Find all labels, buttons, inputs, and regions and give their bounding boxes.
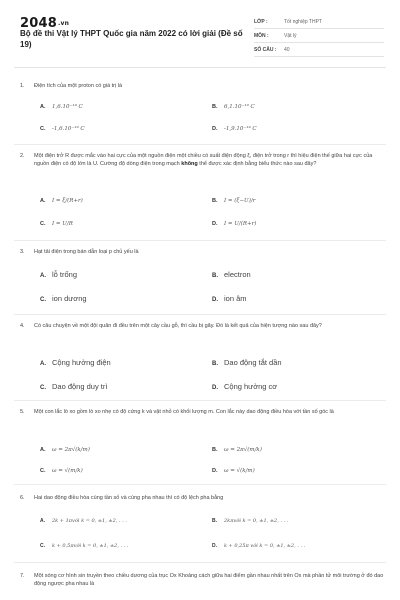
question-number: 4. [20,323,25,329]
question-number: 5. [20,409,25,415]
question-3 [20,248,386,256]
option-c[interactable]: C. I = U/R [40,221,73,227]
meta-subject-label: MÔN : [254,33,269,39]
option-b[interactable]: B. I = (ξ−U)/r [212,198,256,204]
question-text: 1. Điện tích của một proton có giá trị là [20,83,123,89]
meta-count-value: 40 [284,47,290,53]
question-text: 3. Hạt tải điện trong bán dẫn loại p chủ yếu là [20,249,139,255]
question-divider [14,314,386,315]
option-a[interactable]: A. 1,6.10⁻¹⁹ C [40,104,83,110]
question-text: 6. Hai dao động điều hòa cùng tần số và cùng pha nhau thì có độ lệch pha bằng [20,495,224,501]
option-c[interactable]: C. -1,6.10⁻¹⁹ C [40,126,85,132]
question-divider [14,484,386,485]
meta-class-value: Tốt nghiệp THPT [284,19,322,25]
option-c[interactable]: C. k + 0,5πvới k = 0, ±1, ±2, . . . [40,543,129,549]
option-c[interactable]: C. ion dương [40,294,87,303]
meta-subject [254,29,384,43]
option-c[interactable]: C. ω = √(m/k) [40,468,83,474]
option-d[interactable]: D. -1,9.10⁻¹⁹ C [212,126,257,132]
option-a[interactable]: A. Cộng hưởng điện [40,358,111,367]
question-number: 2. [20,153,25,159]
option-b[interactable]: B. 2kπvới k = 0, ±1, ±2, . . . [212,518,289,524]
question-divider [14,562,386,563]
option-d[interactable]: D. k + 0,25π với k = 0, ±1, ±2, . . . [212,543,306,549]
meta-class [254,15,384,29]
question-divider [14,144,386,145]
option-a[interactable]: A. lỗ trống [40,270,78,279]
question-6 [20,494,386,502]
option-b[interactable]: B. Dao động tắt dần [212,358,282,367]
question-2 [20,152,386,168]
question-text: 2. Một điện trở R được mắc vào hai cực của một nguồn điện một chiều có suất điện động ξ, điện trở trong r thì hiệu điện thế giữa hai cực của nguồn điện có độ lớn là U. Cường độ dòng điện trong mạch không thể được xác định bằng biểu thức nào sau đây? [20,153,373,167]
question-7 [20,572,386,588]
meta-question-count [254,43,384,57]
question-text: 7. Một sóng cơ hình sin truyền theo chiều dương của trục Ox Khoảng cách giữa hai điểm gần nhau nhất trên Ox mà phần tử môi trường ở đó dao động ngược pha nhau là [20,573,384,587]
question-divider [14,400,386,401]
question-number: 6. [20,495,25,501]
option-d[interactable]: D. ω = √(k/m) [212,468,255,474]
option-d[interactable]: D. ion âm [212,294,247,303]
question-1 [20,82,386,90]
site-logo[interactable]: 2048.vn [20,16,70,31]
question-text: 4. Có câu chuyện về một đội quân đi đều trên một cây cầu gỗ, thì cầu bị gãy. Đó là kết quả của hiện tượng nào sau đây? [20,323,322,329]
exam-meta-panel [254,15,384,57]
option-c[interactable]: C. Dao động duy trì [40,382,108,391]
option-b[interactable]: B. 6,1.10⁻¹⁹ C [212,104,255,110]
option-d[interactable]: D. I = U/(R+r) [212,221,257,227]
question-4 [20,322,386,330]
document-title: Bộ đề thi Vật lý THPT Quốc gia năm 2022 có lời giải (Đề số 19) [20,29,243,49]
question-number: 1. [20,83,25,89]
option-d[interactable]: D. Cộng hưởng cơ [212,382,278,391]
meta-class-label: LỚP : [254,19,268,25]
question-text: 5. Một con lắc lò xo gồm lò xo nhẹ có độ cứng k và vật nhỏ có khối lượng m. Con lắc này dao động điều hòa với tần số góc là [20,409,334,415]
option-a[interactable]: A. 2k + 1πvới k = 0, ±1, ±2, . . . [40,518,127,524]
meta-subject-value: Vật lý [284,33,297,39]
option-b[interactable]: B. electron [212,270,251,279]
option-a[interactable]: A. I = ξ/(R+r) [40,198,83,204]
question-number: 7. [20,573,25,579]
header-divider [14,67,386,68]
question-5 [20,408,386,416]
question-number: 3. [20,249,25,255]
option-b[interactable]: B. ω = 2π√(m/k) [212,447,262,453]
option-a[interactable]: A. ω = 2π√(k/m) [40,447,90,453]
question-divider [14,240,386,241]
meta-count-label: SỐ CÂU : [254,47,277,53]
